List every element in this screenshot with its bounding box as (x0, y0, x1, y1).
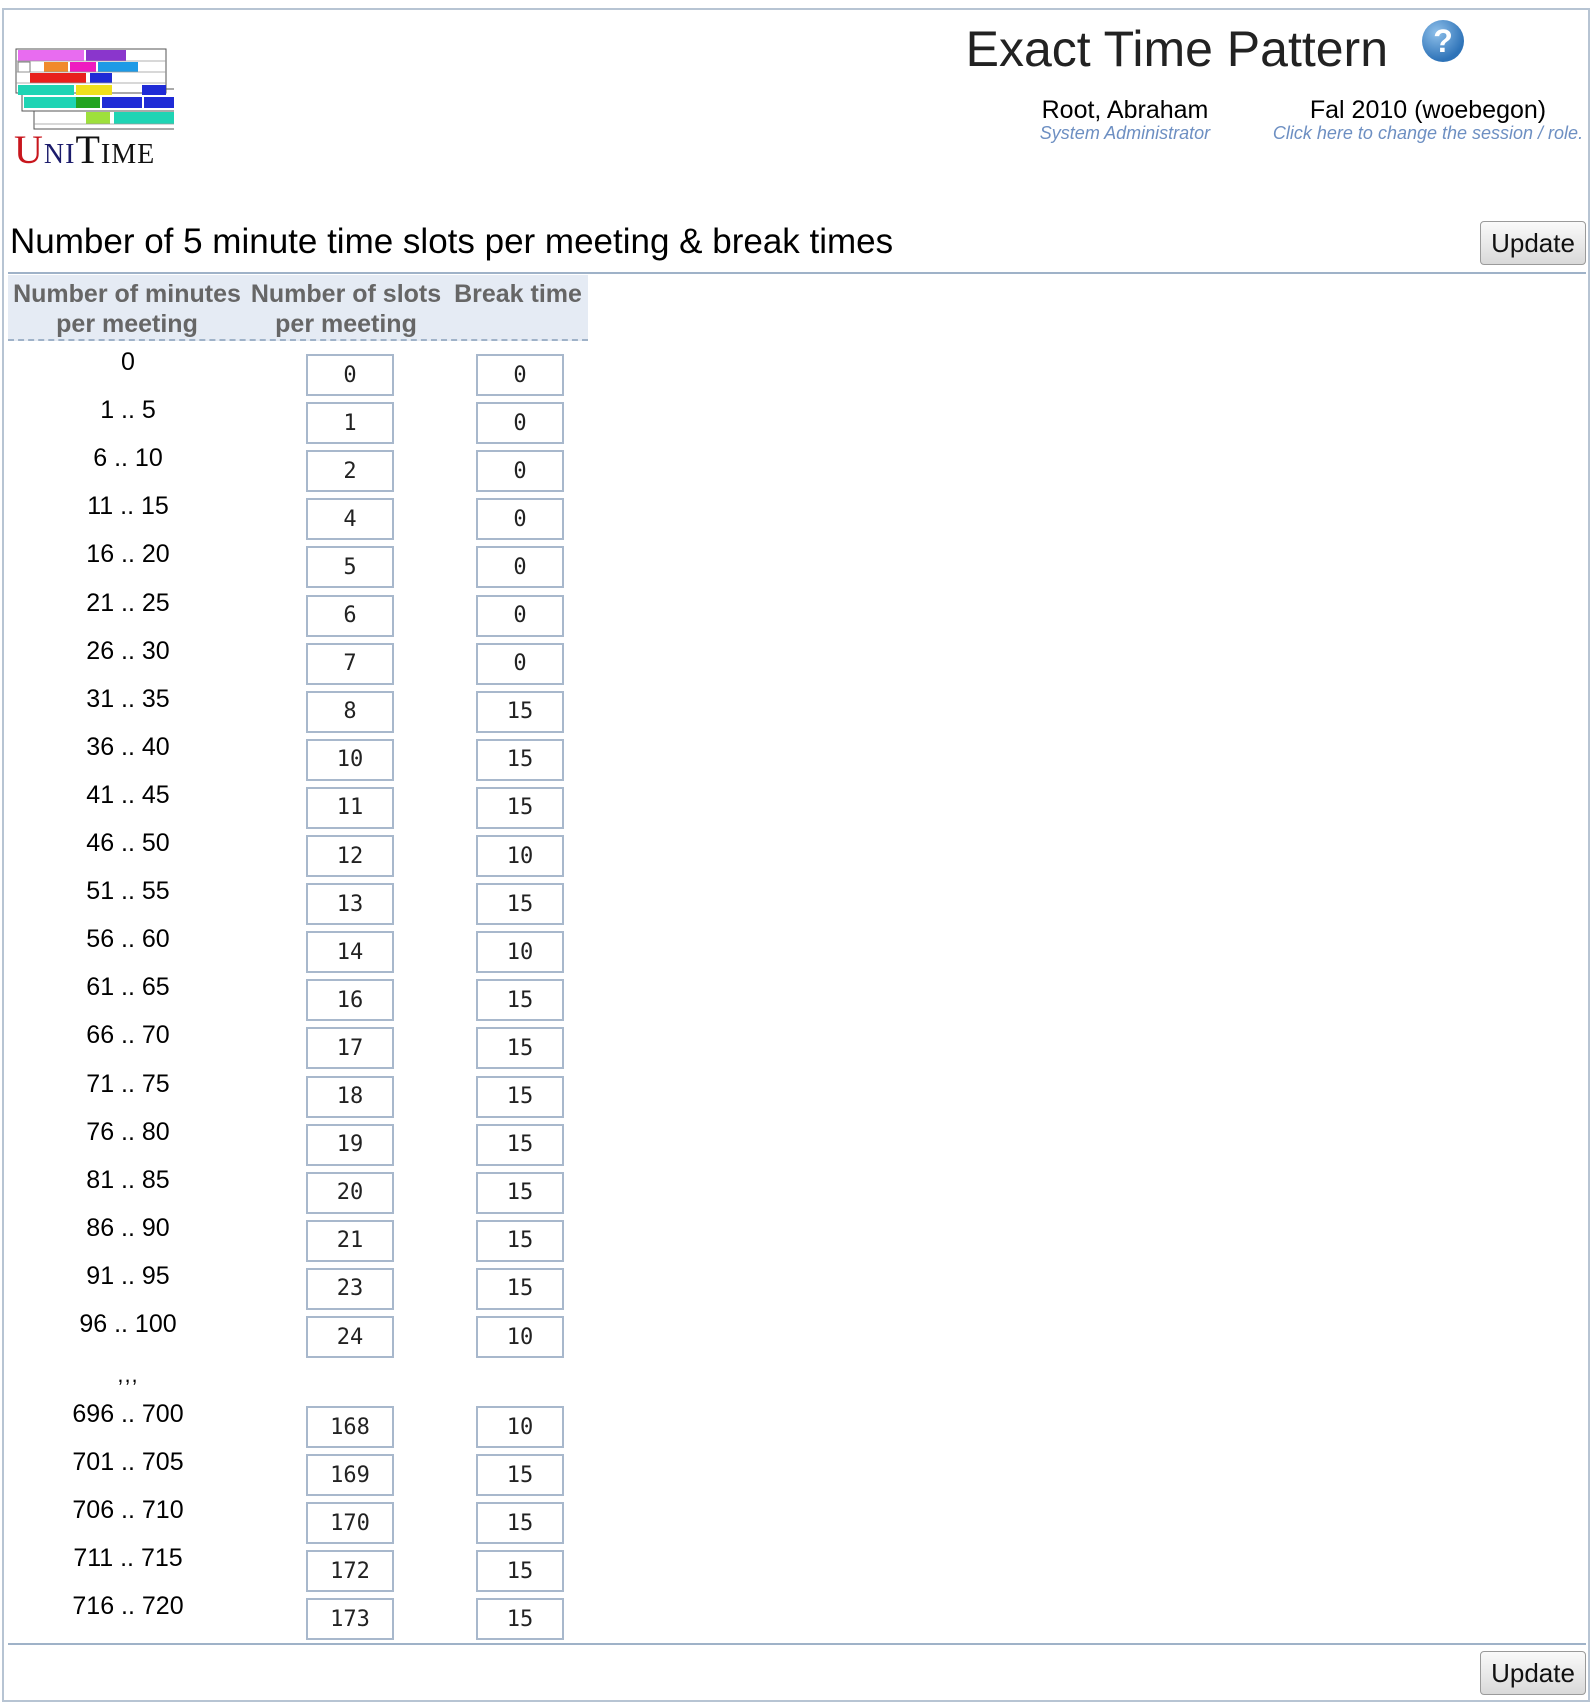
rows-ellipsis: ,,, (117, 1362, 139, 1387)
table-row (0, 727, 600, 775)
user-info (1030, 96, 1220, 144)
column-header-minutes-line1: Number of minutes (13, 280, 241, 308)
break-time-input[interactable] (476, 1598, 564, 1640)
table-row (0, 1112, 600, 1160)
table-row (0, 1015, 600, 1063)
page-title: Exact Time Pattern (965, 21, 1388, 77)
user-name: Root, Abraham (1041, 96, 1209, 124)
table-row (0, 1160, 600, 1208)
break-time-input[interactable] (476, 1316, 564, 1358)
table-row (0, 967, 600, 1015)
minutes-range: 76 .. 80 (86, 1117, 170, 1146)
table-row (0, 631, 600, 679)
minutes-range: 11 .. 15 (87, 492, 169, 521)
table-row (0, 823, 600, 871)
table-row (0, 1304, 600, 1352)
table-row (0, 534, 600, 582)
table-row (0, 342, 600, 390)
user-role: System Administrator (1039, 123, 1211, 143)
minutes-range: 71 .. 75 (86, 1069, 170, 1098)
minutes-range: 41 .. 45 (86, 780, 170, 809)
minutes-range: 16 .. 20 (86, 540, 170, 569)
update-button-bottom[interactable]: Update (1480, 1651, 1586, 1695)
section-title: Number of 5 minute time slots per meeting & break times (10, 222, 894, 261)
slots-input[interactable] (306, 1598, 394, 1640)
wordmark-ime: IME (100, 139, 156, 170)
table-row (0, 919, 600, 967)
column-header-minutes (8, 279, 246, 339)
column-header-minutes-line2: per meeting (56, 310, 198, 338)
minutes-range: 56 .. 60 (86, 925, 170, 954)
minutes-range: 36 .. 40 (86, 732, 170, 761)
minutes-range: 696 .. 700 (72, 1400, 184, 1428)
minutes-range: 96 .. 100 (79, 1310, 177, 1338)
table-row (0, 390, 600, 438)
minutes-range: 26 .. 30 (86, 636, 170, 665)
table-header (8, 275, 588, 341)
table-row (0, 1490, 600, 1538)
session-selector[interactable] (1268, 96, 1588, 144)
wordmark-t: T (75, 127, 101, 172)
minutes-range: 6 .. 10 (93, 444, 163, 473)
column-header-slots-line2: per meeting (275, 310, 417, 338)
footer-divider (8, 1643, 1586, 1645)
table-row (0, 583, 600, 631)
table-row (0, 1256, 600, 1304)
table-row (0, 775, 600, 823)
session-name[interactable]: Fal 2010 (woebegon) (1309, 96, 1547, 124)
question-mark-icon[interactable]: ? (1422, 20, 1464, 62)
minutes-range: 0 (121, 348, 135, 376)
session-change-link[interactable]: Click here to change the session / role. (1272, 123, 1584, 143)
minutes-range: 51 .. 55 (86, 877, 170, 906)
table-row (0, 1586, 600, 1634)
update-button-top[interactable]: Update (1480, 221, 1586, 265)
minutes-range: 86 .. 90 (86, 1213, 170, 1242)
column-header-break (448, 279, 588, 309)
minutes-range: 46 .. 50 (86, 829, 170, 857)
table-row (0, 1442, 600, 1490)
minutes-range: 91 .. 95 (86, 1261, 170, 1290)
wordmark-u: U (14, 127, 44, 172)
minutes-range: 1 .. 5 (100, 396, 156, 425)
minutes-range: 66 .. 70 (86, 1021, 170, 1050)
column-header-slots (246, 279, 446, 339)
minutes-range: 706 .. 710 (72, 1496, 184, 1525)
minutes-range: 21 .. 25 (86, 588, 170, 617)
column-header-break-line1: Break time (454, 280, 582, 308)
minutes-range: 31 .. 35 (86, 684, 170, 713)
minutes-range: 716 .. 720 (72, 1592, 184, 1621)
unitime-wordmark (14, 126, 155, 173)
wordmark-ni: NI (43, 139, 76, 170)
minutes-range: 81 .. 85 (86, 1165, 170, 1194)
table-row (0, 1538, 600, 1586)
table-row (0, 679, 600, 727)
minutes-range: 701 .. 705 (72, 1448, 184, 1477)
column-header-slots-line1: Number of slots (250, 280, 442, 308)
table-row (0, 871, 600, 919)
table-row (0, 1208, 600, 1256)
table-row (0, 1394, 600, 1442)
table-row (0, 438, 600, 486)
slots-input[interactable] (306, 1316, 394, 1358)
minutes-range: 711 .. 715 (73, 1544, 183, 1573)
table-row (0, 1064, 600, 1112)
table-row (0, 486, 600, 534)
section-divider (8, 272, 1586, 274)
minutes-range: 61 .. 65 (86, 973, 170, 1002)
